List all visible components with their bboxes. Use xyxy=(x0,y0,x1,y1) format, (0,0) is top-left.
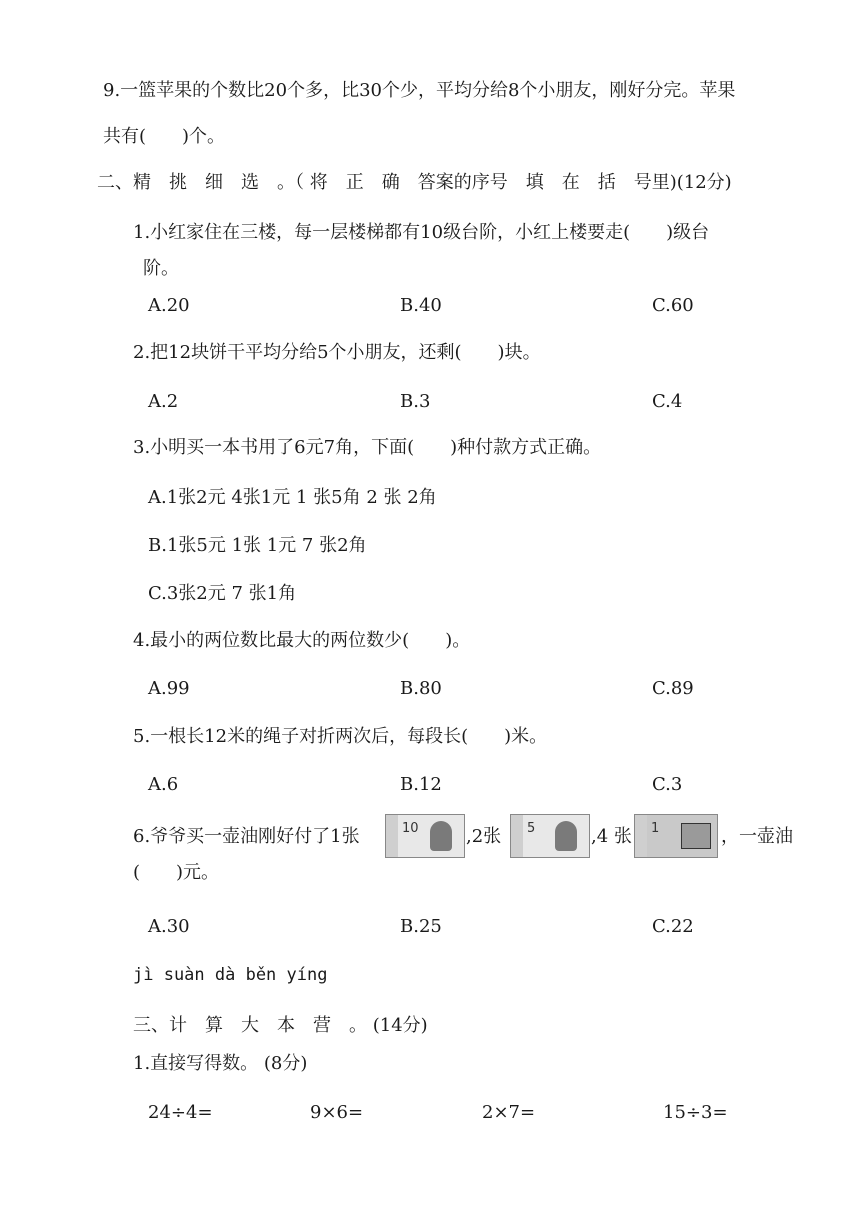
q5-text: 5.一根长12米的绳子对折两次后，每段长( )米。 xyxy=(133,726,548,747)
q4-option-a: A.99 xyxy=(148,678,190,699)
q5-option-b: B.12 xyxy=(400,774,442,795)
q6-option-c: C.22 xyxy=(652,916,694,937)
q6-text-part3: ,4 张 xyxy=(591,826,632,847)
q1-text: 1.小红家住在三楼，每一层楼梯都有10级台阶，小红上楼要走( )级台 xyxy=(133,222,710,243)
pinyin-line: jì suàn dà běn yíng xyxy=(133,965,328,985)
q1-option-b: B.40 xyxy=(400,295,442,316)
q6-text-part4: ，一壶油 xyxy=(721,826,793,847)
q6-text-part2: ,2张 xyxy=(466,826,502,847)
one-yuan-denom: 1 xyxy=(651,821,660,836)
q9-line2: 共有( )个。 xyxy=(103,126,226,147)
one-yuan-note-icon xyxy=(634,814,718,858)
five-yuan-note-icon xyxy=(510,814,590,858)
q9-line1: 9.一篮苹果的个数比20个多，比30个少，平均分给8个小朋友，刚好分完。苹果 xyxy=(103,80,736,101)
q4-option-c: C.89 xyxy=(652,678,694,699)
q3-option-b: B.1张5元 1张 1元 7 张2角 xyxy=(148,535,367,556)
q6-text-part1: 6.爷爷买一壶油刚好付了1张 xyxy=(133,826,360,847)
calc-item: 15÷3= xyxy=(663,1102,728,1123)
q2-option-a: A.2 xyxy=(148,391,179,412)
q4-option-b: B.80 xyxy=(400,678,442,699)
ten-yuan-note-icon xyxy=(385,814,465,858)
section3-title: 三、计 算 大 本 营 。 (14分) xyxy=(133,1015,428,1036)
q6-text-cont: ( )元。 xyxy=(133,862,220,883)
q5-option-a: A.6 xyxy=(148,774,179,795)
q1-text-cont: 阶。 xyxy=(143,258,179,279)
q6-option-a: A.30 xyxy=(148,916,190,937)
section2-title: 二、精 挑 细 选 。（ 将 正 确 答案的序号 填 在 括 号里)(12分) xyxy=(97,172,732,193)
q3-option-c: C.3张2元 7 张1角 xyxy=(148,583,297,604)
q5-option-c: C.3 xyxy=(652,774,683,795)
q1-option-c: C.60 xyxy=(652,295,694,316)
calc-item: 24÷4= xyxy=(148,1102,213,1123)
q2-text: 2.把12块饼干平均分给5个小朋友，还剩( )块。 xyxy=(133,342,541,363)
calc-item: 9×6= xyxy=(310,1102,364,1123)
q6-option-b: B.25 xyxy=(400,916,442,937)
q4-text: 4.最小的两位数比最大的两位数少( )。 xyxy=(133,630,471,651)
q2-option-c: C.4 xyxy=(652,391,683,412)
q1-option-a: A.20 xyxy=(148,295,190,316)
calc-item: 2×7= xyxy=(482,1102,536,1123)
q2-option-b: B.3 xyxy=(400,391,431,412)
ten-yuan-denom: 10 xyxy=(402,821,419,836)
q3-option-a: A.1张2元 4张1元 1 张5角 2 张 2角 xyxy=(148,487,437,508)
five-yuan-denom: 5 xyxy=(527,821,536,836)
section3-sub1-title: 1.直接写得数。 (8分) xyxy=(133,1053,308,1074)
q3-text: 3.小明买一本书用了6元7角，下面( )种付款方式正确。 xyxy=(133,437,602,458)
